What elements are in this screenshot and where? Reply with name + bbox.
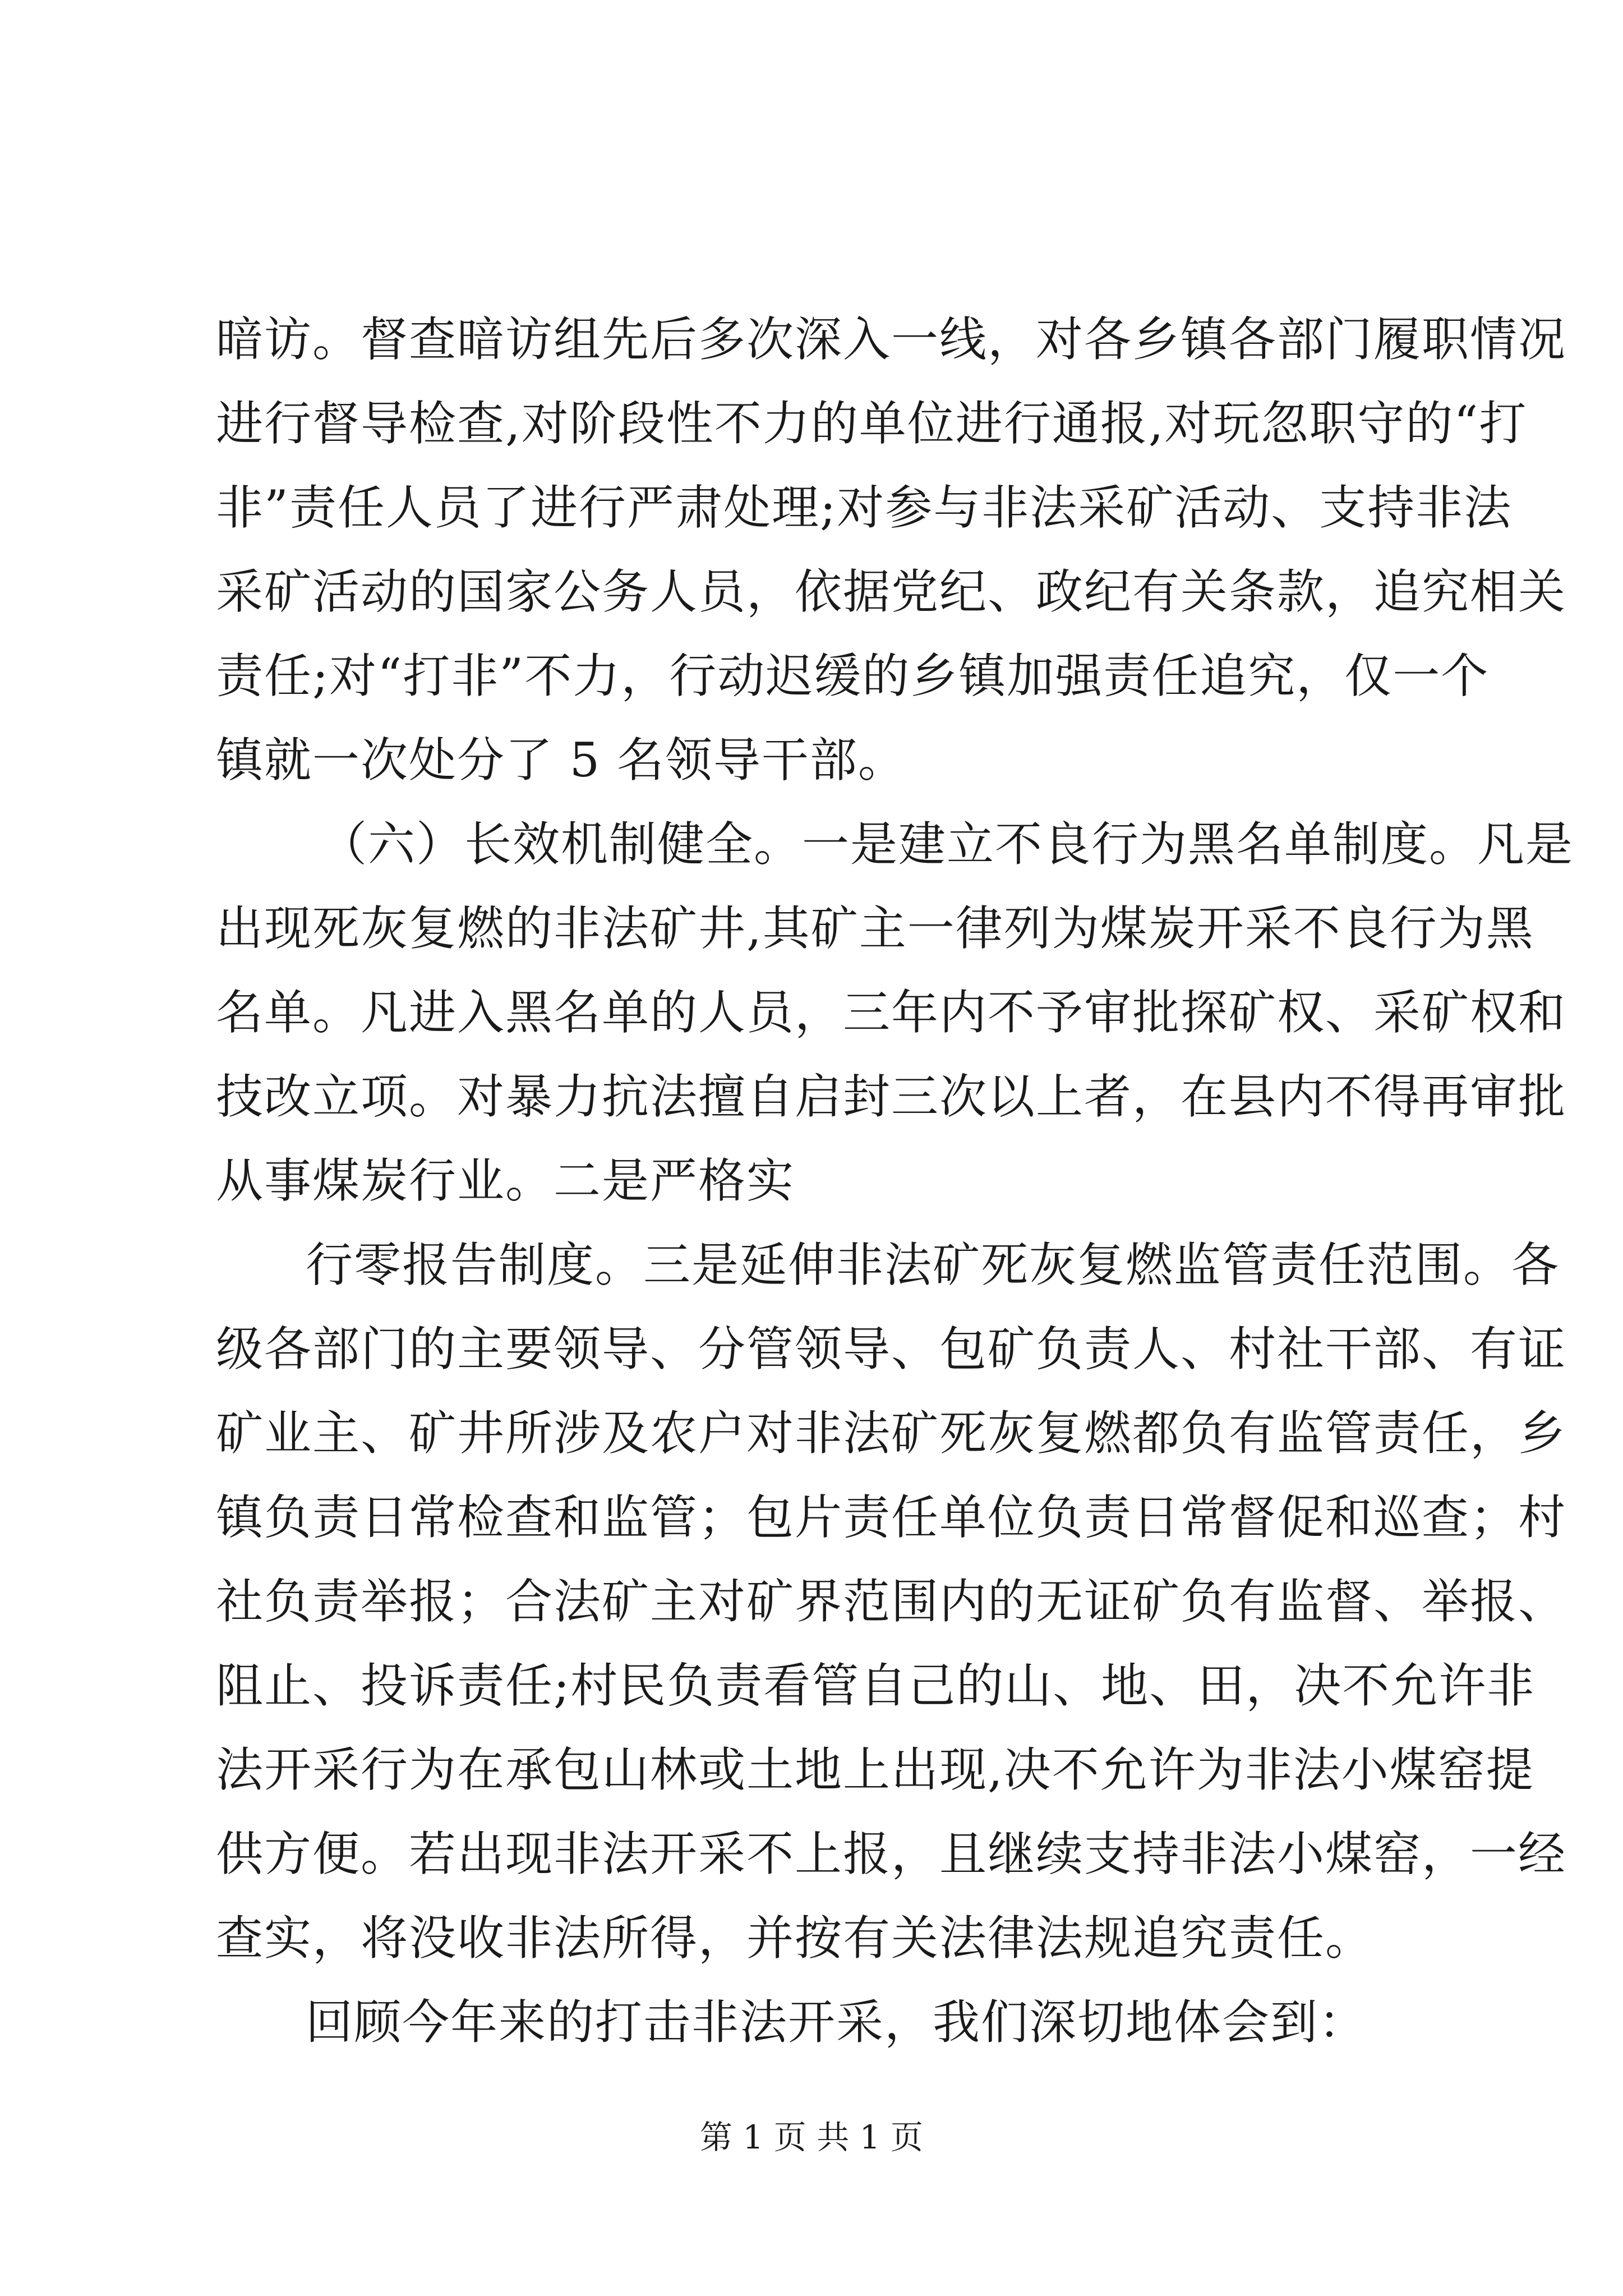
text-line: 矿业主、矿井所涉及农户对非法矿死灰复燃都负有监管责任，乡 bbox=[216, 1406, 1567, 1461]
text-line: 社负责举报；合法矿主对矿界范围内的无证矿负有监督、举报、 bbox=[216, 1574, 1567, 1629]
page-number-footer: 第 1 页 共 1 页 bbox=[700, 2118, 923, 2156]
text-line: 出现死灰复燃的非法矿井,其矿主一律列为煤炭开采不良行为黑 bbox=[216, 901, 1534, 956]
text-line: 技改立项。对暴力抗法擅自启封三次以上者，在县内不得再审批 bbox=[216, 1069, 1567, 1124]
text-line: 从事煤炭行业。二是严格实 bbox=[216, 1153, 795, 1208]
text-line: 阻止、投诉责任;村民负责看管自己的山、地、田，决不允许非 bbox=[216, 1658, 1536, 1713]
text-line: 进行督导检查,对阶段性不力的单位进行通报,对玩忽职守的“打 bbox=[216, 396, 1528, 451]
text-line: 责任;对“打非”不力，行动迟缓的乡镇加强责任追究，仅一个 bbox=[216, 648, 1490, 703]
text-line: 非”责任人员了进行严肃处理;对参与非法采矿活动、支持非法 bbox=[216, 480, 1513, 535]
text-line: 暗访。督查暗访组先后多次深入一线，对各乡镇各部门履职情况 bbox=[216, 312, 1567, 367]
text-line: 采矿活动的国家公务人员，依据党纪、政纪有关条款，追究相关 bbox=[216, 564, 1567, 619]
text-line: 名单。凡进入黑名单的人员，三年内不予审批探矿权、采矿权和 bbox=[216, 985, 1567, 1040]
text-line: 法开采行为在承包山林或土地上出现,决不允许为非法小煤窑提 bbox=[216, 1742, 1534, 1797]
paragraph-first-line: 行零报告制度。三是延伸非法矿死灰复燃监管责任范围。各 bbox=[306, 1237, 1560, 1292]
paragraph-heading-line: （六）长效机制健全。一是建立不良行为黑名单制度。凡是 bbox=[320, 817, 1574, 872]
text-line: 查实，将没收非法所得，并按有关法律法规追究责任。 bbox=[216, 1911, 1374, 1966]
text-line: 供方便。若出现非法开采不上报，且继续支持非法小煤窑，一经 bbox=[216, 1826, 1567, 1881]
paragraph-first-line: 回顾今年来的打击非法开采，我们深切地体会到： bbox=[306, 1995, 1367, 2050]
text-line: 级各部门的主要领导、分管领导、包矿负责人、村社干部、有证 bbox=[216, 1322, 1567, 1377]
text-line: 镇负责日常检查和监管；包片责任单位负责日常督促和巡查；村 bbox=[216, 1490, 1567, 1545]
text-line: 镇就一次处分了 5 名领导干部。 bbox=[216, 733, 906, 788]
